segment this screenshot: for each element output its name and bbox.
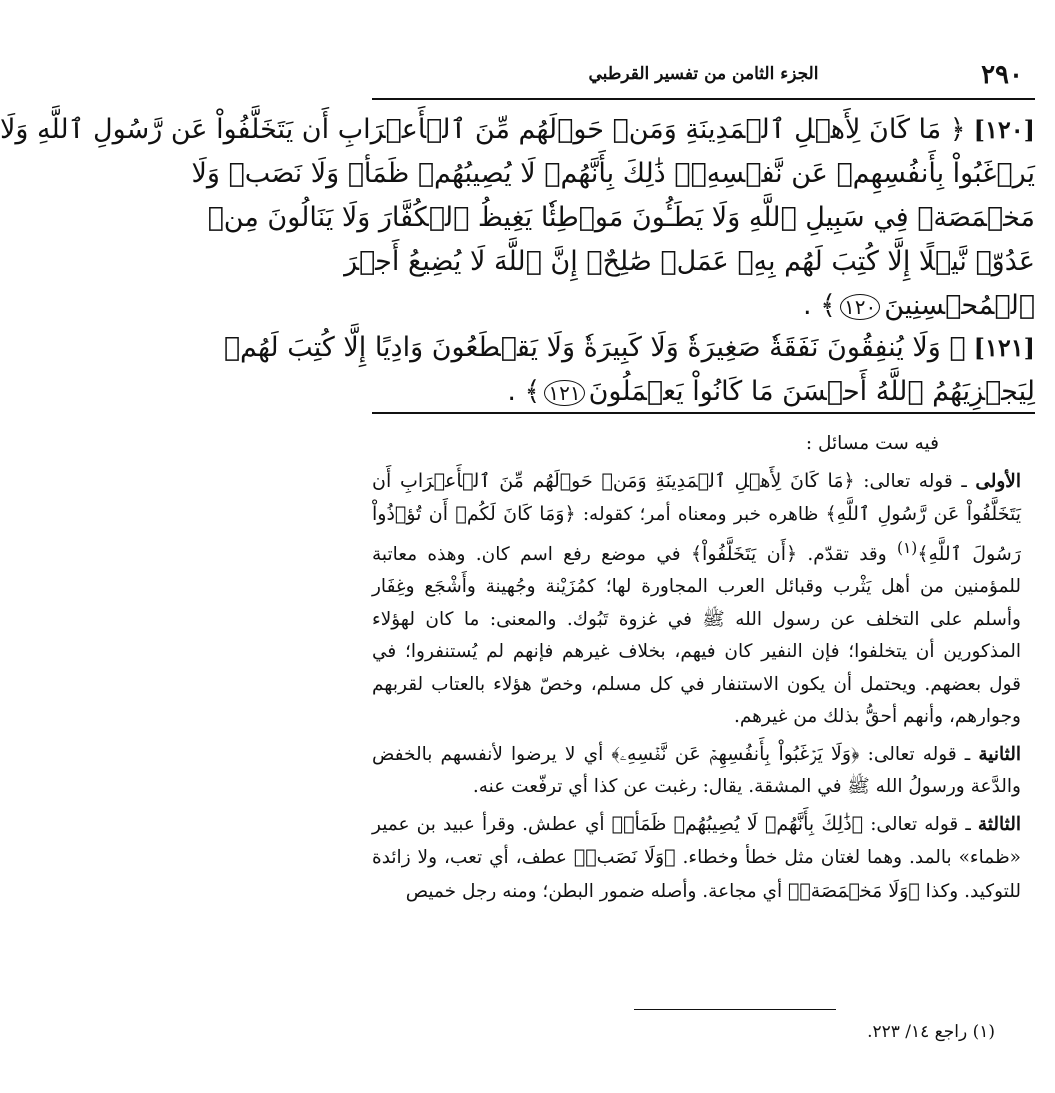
body-text: أي مجاعة. وأصله ضمور البطن؛ ومنه رجل خميص [405,880,788,902]
verse-line [207,196,1035,240]
quran-quote: ﴿مَا كَانَ لِأَهۡلِ ٱلۡمَدِينَةِ وَمَنۡ حَوۡلَهُم مِّنَ ٱلۡأَعۡرَابِ أَن يَتَخَلَّفُواْ عَن رَّسُولِ ٱللَّهِ﴾ [372,469,1022,525]
page [0,20,1035,1073]
verse-text: ﴿ مَا كَانَ لِأَهۡلِ ٱلۡمَدِينَةِ وَمَنۡ حَوۡلَهُم مِّنَ ٱلۡأَعۡرَابِ أَن يَتَخَلَّفُواْ عَن رَّسُولِ ٱللَّهِ وَلَا [0,114,966,145]
ayah-marker: ١٢١ [544,380,584,406]
footnote: (١) راجع ١٤/ ٢٢٣. [867,1022,995,1042]
verse-number: [١٢٠] [973,115,1035,144]
commentary [372,428,1035,912]
verse-text: ٱلۡمُحۡسِنِينَ [884,290,1035,321]
verse-120 [0,108,1035,328]
page-number: ٢٩٠ [981,60,1023,90]
body-text: في موضع رفع اسم كان. وهذه معاتبة للمؤمنين من أهل يَثْرب وقبائل العرب المجاورة لها؛ كمُزَيْنة وجُهينة وأَشْجَع وغِفَار وأسلم على التخلف عن رسول الله ﷺ في غزوة تَبُوك. والمعنى: ما كان لهؤلاء المذكورين أن يتخلفوا؛ فإن النفير كان فيهم، بخلاف غيرهم فإنهم لم يُستنفروا؛ في قول بعضهم. ويحتمل أن يكون الاستنفار في كل مسلم، وخصّ هؤلاء بالعتاب لقربهم وجوارهم، وأنهم أحقُّ بذلك من غيرهم. [372,543,1021,728]
verse-text: ﴿ وَلَا يُنفِقُونَ نَفَقَةٗ صَغِيرَةٗ وَلَا كَبِيرَةٗ وَلَا يَقۡطَعُونَ وَادِيًا إِلَّا كُتِبَ لَهُمۡ [223,332,966,363]
body-text: وقد تقدّم. [797,543,897,565]
body-text: أي لا يرضوا لأنفسهم بالخفض والدَّعة ورسولُ الله ﷺ في المشقة. يقال: رغبت عن كذا أي ترفّعت عنه. [372,743,1021,798]
issue-label: الأولى [975,470,1021,492]
verse-line [344,240,1035,284]
ayah-marker: ١٢٠ [840,294,880,320]
verses-rule [372,412,1035,414]
verse-line [0,108,1035,152]
lead-text: ـ قوله تعالى: [854,470,976,492]
quran-quote: ﴿ذَٰلِكَ بِأَنَّهُمۡ لَا يُصِيبُهُمۡ ظَمَأٞ﴾ [611,812,864,835]
lead-text: ـ قوله تعالى: [863,813,978,835]
running-title: الجزء الثامن من تفسير القرطبي [588,64,819,84]
quran-quote: ﴿وَلَا مَخۡمَصَةٞ﴾ [788,879,920,902]
verse-text: عَدُوّٖ نَّيۡلًا إِلَّا كُتِبَ لَهُم بِهِۦ عَمَلٞ صَٰلِحٌۚ إِنَّ ٱللَّهَ لَا يُضِيعُ أَجۡرَ [344,246,1035,277]
quran-quote: ﴿وَمَا كَانَ لَكُمۡ أَن تُؤۡذُواْ رَسُولَ ٱللَّهِ﴾ [372,503,1021,565]
quran-quote: ﴿وَلَا يَرۡغَبُواْ بِأَنفُسِهِمۡ عَن نَّفۡسِهِۦ﴾ [611,742,860,765]
quran-quote: ﴿أَن يَتَخَلَّفُواْ﴾ [690,542,798,565]
verse-text: لِيَجۡزِيَهُمُ ٱللَّهُ أَحۡسَنَ مَا كَانُواْ يَعۡمَلُونَ [588,376,1035,407]
verse-line [191,152,1035,196]
body-text: عطف، أي تعب، ولا زائدة للتوكيد. وكذا [372,847,1021,902]
paragraph-second [372,738,1035,804]
verse-line [372,284,1035,328]
paragraph-first [372,465,1035,734]
footnote-rule [634,1009,836,1010]
intro-line: فيه ست مسائل : [805,433,939,454]
verse-line [372,370,1035,414]
verse-text: يَرۡغَبُواْ بِأَنفُسِهِمۡ عَن نَّفۡسِهِۦۚ ذَٰلِكَ بِأَنَّهُمۡ لَا يُصِيبُهُمۡ ظَمَأٞ وَلَا نَصَبٞ وَلَا [191,158,1035,189]
verse-121 [223,326,1035,414]
verse-number: [١٢١] [973,333,1035,362]
issue-label: الثانية [978,743,1021,765]
lead-text: ـ قوله تعالى: [859,743,979,765]
body-text: أي عطش. وقرأ عبيد بن عمير «ظماء» بالمد. وهما لغتان مثل خطأ وخطاء. [372,813,1021,869]
paragraph-third [372,808,1035,909]
verse-text: مَخۡمَصَةٞ فِي سَبِيلِ ٱللَّهِ وَلَا يَطَـُٔونَ مَوۡطِئٗا يَغِيظُ ٱلۡكُفَّارَ وَلَا يَنَالُونَ مِنۡ [207,202,1035,233]
page-header [372,58,1035,98]
header-rule [372,98,1035,100]
quran-quote: ﴿وَلَا نَصَبٞ﴾ [573,846,676,869]
issue-label: الثالثة [977,813,1021,835]
verse-closing: ﴾ . [507,376,541,407]
verse-closing: ﴾ . [802,290,836,321]
footnote-ref[interactable]: (١) [897,538,918,557]
verse-line [223,326,1035,370]
body-text: ظاهره خبر ومعناه أمر؛ كقوله: [575,504,826,525]
